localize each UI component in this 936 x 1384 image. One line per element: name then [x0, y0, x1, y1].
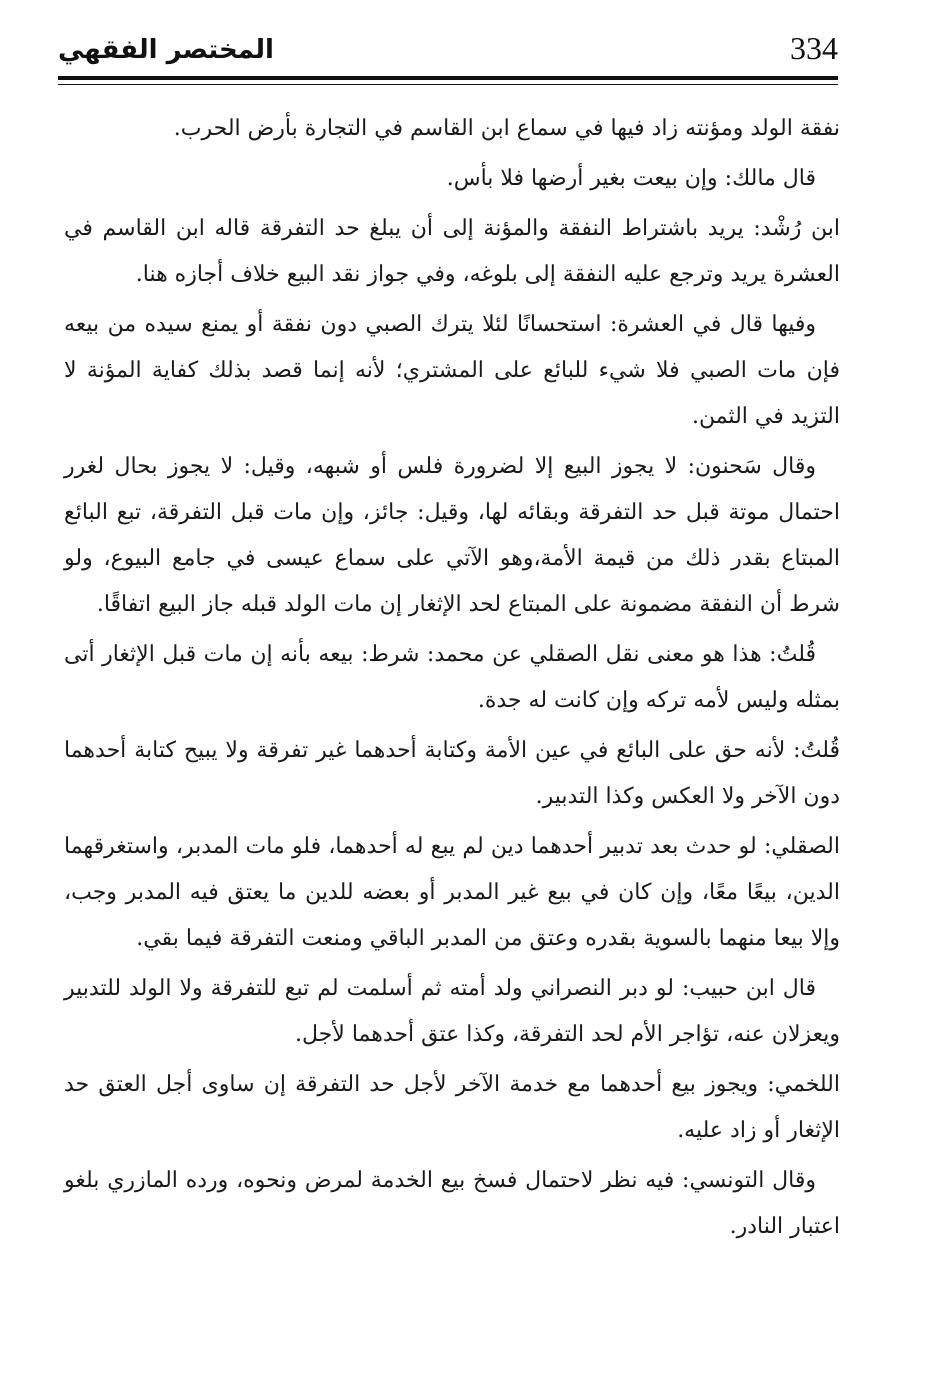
page-header — [58, 28, 838, 80]
page-number: 334 — [790, 30, 838, 66]
paragraph: قُلتُ: لأنه حق على البائع في عين الأمة وكتابة أحدهما غير تفرقة ولا يبيح كتابة أحدهما دون الآخر ولا العكس وكذا التدبير. — [64, 738, 840, 809]
paragraph: وقال التونسي: فيه نظر لاحتمال فسخ بيع الخدمة لمرض ونحوه، ورده المازري بلغو اعتبار النادر. — [64, 1168, 840, 1239]
paragraph: ابن رُشْد: يريد باشتراط النفقة والمؤنة إلى أن يبلغ حد التفرقة قاله ابن القاسم في العشرة يريد وترجع عليه النفقة إلى بلوغه، وفي جواز نقد البيع خلاف أجازه هنا. — [64, 216, 840, 287]
running-title: المختصر الفقهي — [58, 35, 274, 65]
paragraph: قال ابن حبيب: لو دبر النصراني ولد أمته ثم أسلمت لم تبع للتفرقة ولا الولد للتدبير ويعزلان عنه، تؤاجر الأم لحد التفرقة، وكذا عتق أحدهما لأجل. — [64, 976, 840, 1047]
paragraph: الصقلي: لو حدث بعد تدبير أحدهما دين لم يبع له أحدهما، فلو مات المدبر، واستغرقهما الدين، بيعًا معًا، وإن كان في بيع غير المدبر أو بعضه للدين ما يعتق فيه المدبر وجب، وإلا بيعا منهما بالسوية بقدره وعتق من المدبر الباقي ومنعت التفرقة فيما بقي. — [64, 834, 840, 951]
paragraph: اللخمي: ويجوز بيع أحدهما مع خدمة الآخر لأجل حد التفرقة إن ساوى أجل العتق حد الإثغار أو زاد عليه. — [64, 1072, 840, 1143]
header-rule-thin — [58, 84, 838, 85]
body-text — [64, 106, 840, 1254]
paragraph: نفقة الولد ومؤنته زاد فيها في سماع ابن القاسم في التجارة بأرض الحرب. — [173, 116, 840, 141]
paragraph: قال مالك: وإن بيعت بغير أرضها فلا بأس. — [446, 166, 816, 191]
paragraph: وفيها قال في العشرة: استحسانًا لئلا يترك الصبي دون نفقة أو يمنع سيده من بيعه فإن مات الصبي فلا شيء للبائع على المشتري؛ لأنه إنما قصد بذلك كفاية المؤنة لا التزيد في الثمن. — [64, 312, 840, 429]
paragraph: قُلتُ: هذا هو معنى نقل الصقلي عن محمد: شرط: بيعه بأنه إن مات قبل الإثغار أتى بمثله وليس لأمه تركه وإن كانت له جدة. — [64, 642, 840, 713]
paragraph: وقال سَحنون: لا يجوز البيع إلا لضرورة فلس أو شبهه، وقيل: لا يجوز بحال لغرر احتمال موتة قبل حد التفرقة وبقائه لها، وقيل: جائز، وإن مات قبل التفرقة، تبع البائع المبتاع بقدر ذلك من قيمة الأمة،وهو الآتي على سماع عيسى في جامع البيوع، ولو شرط أن النفقة مضمونة على المبتاع لحد الإثغار إن مات الولد قبله جاز البيع اتفاقًا. — [64, 454, 840, 617]
header-rule-thick — [58, 76, 838, 80]
